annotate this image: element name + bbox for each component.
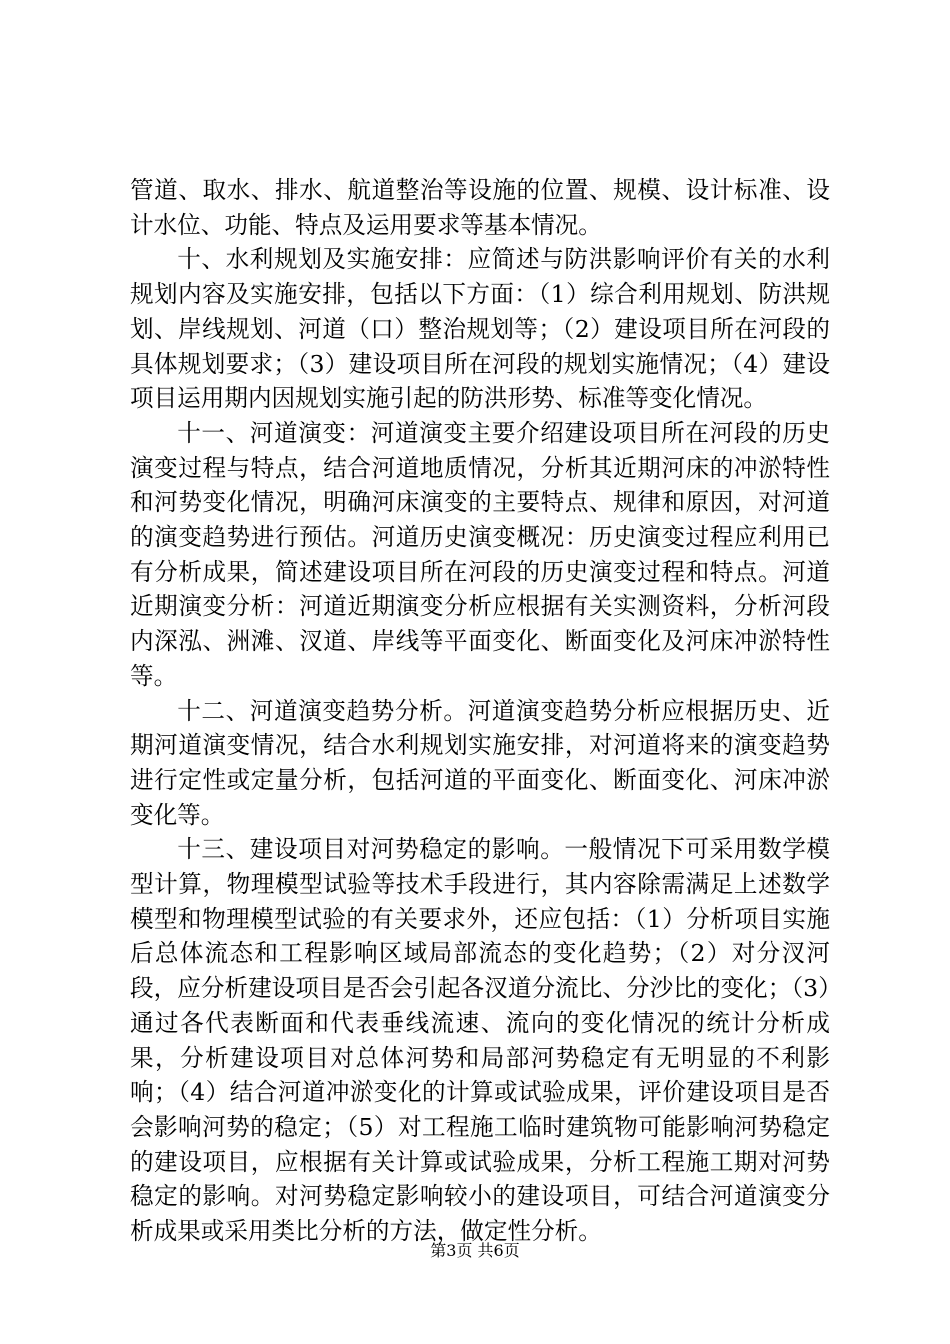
paragraph-water-planning: 十、水利规划及实施安排：应简述与防洪影响评价有关的水利规划内容及实施安排，包括以下方面：（1）综合利用规划、防洪规划、岸线规划、河道（口）整治规划等；（2）建设项目所在河段的具体规划要求；（3）建设项目所在河段的规划实施情况；（4）建设项目运用期内因规划实施引起的防洪形势、标准等变化情况。 (130, 245, 830, 413)
paragraph-river-evolution: 十一、河道演变：河道演变主要介绍建设项目所在河段的历史演变过程与特点，结合河道地质情况，分析其近期河床的冲淤特性和河势变化情况，明确河床演变的主要特点、规律和原因，对河道的演变趋势进行预估。河道历史演变概况：历史演变过程应利用已有分析成果，简述建设项目所在河段的历史演变过程和特点。河道近期演变分析：河道近期演变分析应根据有关实测资料，分析河段内深泓、洲滩、汊道、岸线等平面变化、断面变化及河床冲淤特性等。 (130, 418, 830, 690)
paragraph-continuation: 管道、取水、排水、航道整治等设施的位置、规模、设计标准、设计水位、功能、特点及运用要求等基本情况。 (130, 176, 830, 239)
document-body (130, 173, 830, 1249)
paragraph-evolution-trend: 十二、河道演变趋势分析。河道演变趋势分析应根据历史、近期河道演变情况，结合水利规划实施安排，对河道将来的演变趋势进行定性或定量分析，包括河道的平面变化、断面变化、河床冲淤变化等。 (130, 696, 830, 829)
page-number-footer: 第3页 共6页 (430, 1241, 520, 1260)
paragraph-river-stability-impact: 十三、建设项目对河势稳定的影响。一般情况下可采用数学模型计算，物理模型试验等技术手段进行，其内容除需满足上述数学模型和物理模型试验的有关要求外，还应包括：（1）分析项目实施后总体流态和工程影响区域局部流态的变化趋势；（2）对分汊河段，应分析建设项目是否会引起各汊道分流比、分沙比的变化；（3）通过各代表断面和代表垂线流速、流向的变化情况的统计分析成果，分析建设项目对总体河势和局部河势稳定有无明显的不利影响；（4）结合河道冲淤变化的计算或试验成果，评价建设项目是否会影响河势的稳定；（5）对工程施工临时建筑物可能影响河势稳定的建设项目，应根据有关计算或试验成果，分析工程施工期对河势稳定的影响。对河势稳定影响较小的建设项目，可结合河道演变分析成果或采用类比分析的方法，做定性分析。 (130, 835, 830, 1246)
